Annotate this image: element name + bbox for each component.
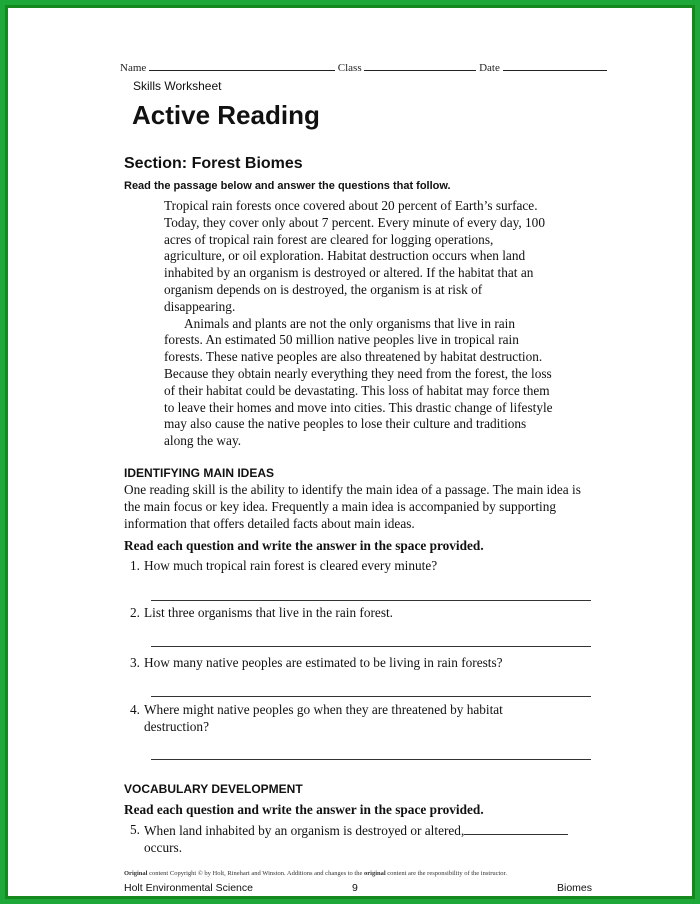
question-3: [130, 655, 590, 672]
question-text: Where might native peoples go when they are threatened by habitat destruction?: [144, 702, 503, 734]
question-number: 3.: [130, 655, 140, 670]
date-label: Date: [479, 62, 500, 74]
page-footer: [124, 882, 592, 894]
answer-line-3[interactable]: [151, 696, 591, 697]
name-class-date-header: [120, 60, 607, 74]
passage-paragraph-2: Animals and plants are not the only organisms that live in rain forests. An estimated 50 million native peoples live in tropical rain forests. These native peoples are also threatened by habitat destruction. Because they obtain nearly everything they need from the forest, the loss of their habitat could be devastating. This loss of habitat may force them to leave their homes and move into cities. This drastic change of lifestyle may also cause the native peoples to lose their culture and traditions along the way.: [164, 315, 553, 449]
footer-chapter: Biomes: [556, 882, 592, 894]
question-text-after: occurs.: [144, 839, 183, 855]
main-ideas-instruction: Read each question and write the answer in the space provided.: [124, 538, 484, 553]
question-5: [130, 822, 590, 857]
main-ideas-heading: IDENTIFYING MAIN IDEAS: [124, 466, 275, 480]
question-number: 4.: [130, 702, 140, 717]
fill-in-blank[interactable]: [464, 822, 568, 835]
question-text: List three organisms that live in the rain forest.: [144, 605, 394, 620]
question-text: How many native peoples are estimated to be living in rain forests?: [144, 655, 503, 670]
question-number: 1.: [130, 558, 140, 573]
question-text: How much tropical rain forest is cleared every minute?: [144, 558, 438, 573]
question-2: [130, 605, 590, 622]
answer-line-4[interactable]: [151, 759, 591, 760]
date-line: [503, 60, 607, 71]
class-label: Class: [337, 62, 362, 74]
question-text-before: When land inhabited by an organism is destroyed or altered,: [144, 823, 465, 838]
section-title: Section: Forest Biomes: [124, 155, 303, 172]
passage-instruction: Read the passage below and answer the questions that follow.: [124, 180, 451, 192]
copyright-bold-2: original: [364, 870, 386, 877]
class-line: [364, 60, 476, 71]
footer-book-title: Holt Environmental Science: [124, 882, 253, 894]
name-line: [149, 60, 335, 71]
question-1: [130, 558, 590, 575]
question-number: 5.: [130, 822, 140, 837]
copyright-part-2: content are the responsibility of the instructor.: [385, 870, 507, 877]
reading-passage: [164, 198, 554, 450]
copyright-part-1: content Copyright © by Holt, Rinehart and Winston. Additions and changes to the: [147, 870, 364, 877]
copyright-notice: [124, 870, 507, 877]
answer-line-1[interactable]: [151, 600, 591, 601]
question-text: [144, 822, 590, 857]
answer-line-2[interactable]: [151, 646, 591, 647]
vocabulary-heading: VOCABULARY DEVELOPMENT: [124, 782, 303, 796]
vocabulary-instruction: Read each question and write the answer in the space provided.: [124, 802, 484, 817]
image-border: [5, 5, 695, 899]
copyright-bold-1: Original: [124, 870, 148, 877]
footer-page-number: 9: [352, 882, 358, 894]
question-number: 2.: [130, 605, 140, 620]
name-label: Name: [120, 62, 147, 74]
main-ideas-intro: One reading skill is the ability to identify the main idea of a passage. The main idea is the main focus or key idea. Frequently a main idea is accompanied by supporting information that offers detailed facts about main ideas.: [124, 482, 581, 531]
page-title: Active Reading: [132, 100, 320, 130]
question-4: [130, 702, 590, 736]
worksheet-page: [16, 16, 684, 894]
skills-label: Skills Worksheet: [133, 79, 222, 93]
passage-paragraph-1: Tropical rain forests once covered about 20 percent of Earth’s surface. Today, they cover only about 7 percent. Every minute of every day, 100 acres of tropical rain forest are cleared for logging operations, agriculture, or oil exploration. Habitat destruction occurs when land inhabited by an organism is destroyed or altered. If the habitat that an organism depends on is destroyed, the organism is at risk of disappearing.: [164, 198, 545, 314]
